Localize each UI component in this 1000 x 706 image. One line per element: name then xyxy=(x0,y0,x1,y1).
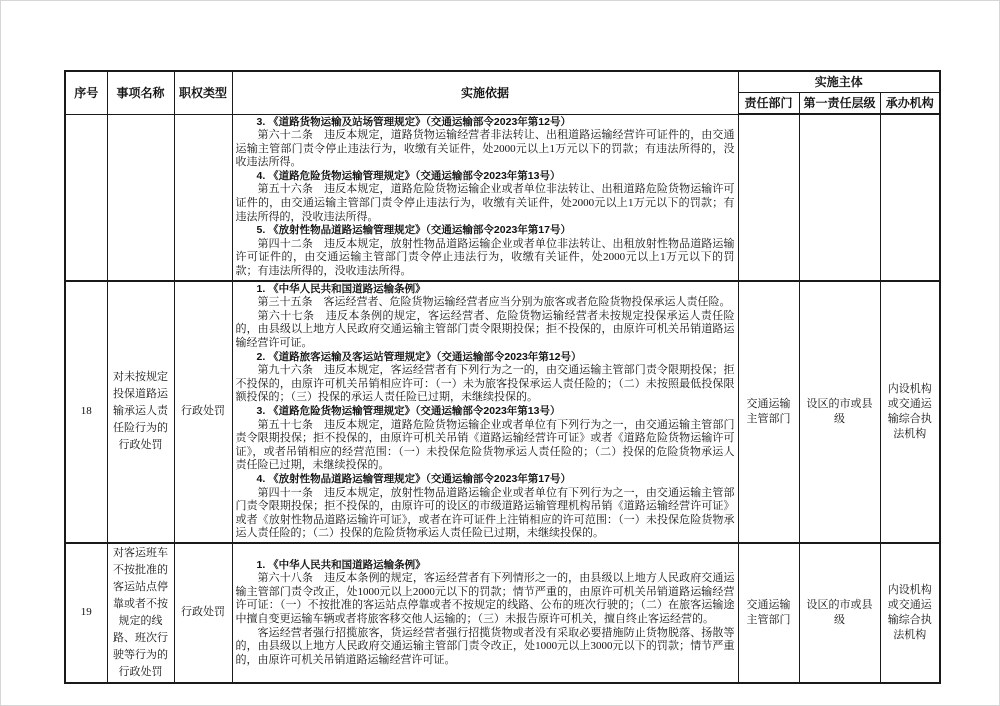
table-header xyxy=(65,71,940,114)
cell-basis xyxy=(232,114,738,281)
basis-law-title: 3. 《道路危险货物运输管理规定》（交通运输部令2023年第13号） xyxy=(256,404,561,417)
header-level: 第一责任层级 xyxy=(799,93,880,115)
basis-law-text: 第九十六条 违反本规定，客运经营者有下列行为之一的，由交通运输主管部门责令限期投保；拒不投保的，由原许可机关吊销相应许可：（一）未为旅客投保承运人责任险的；（二）未按照最低投保限额投保的；（三）投保的承运人责任险已过期，未继续投保的。 xyxy=(235,364,735,404)
header-type: 职权类型 xyxy=(174,71,232,114)
cell-item-name: 对未按规定投保道路运输承运人责任险行为的行政处罚 xyxy=(107,281,174,543)
basis-law-title: 1. 《中华人民共和国道路运输条例》 xyxy=(256,282,426,295)
cell-item-name: 对客运班车不按批准的客运站点停靠或者不按规定的线路、班次行驶等行为的行政处罚 xyxy=(107,543,174,683)
header-agency: 承办机构 xyxy=(880,93,940,115)
cell-seq xyxy=(65,114,107,281)
cell-agency: 内设机构或交通运输综合执法机构 xyxy=(880,281,940,543)
basis-law-text: 客运经营者强行招揽旅客，货运经营者强行招揽货物或者没有采取必要措施防止货物脱落、扬散等的，由县级以上地方人民政府交通运输主管部门责令改正，处1000元以上3000元以下的罚款；情节严重的，由原许可机关吊销道路运输经营许可证。 xyxy=(235,626,735,666)
cell-agency: 内设机构或交通运输综合执法机构 xyxy=(880,543,940,683)
cell-power-type: 行政处罚 xyxy=(174,543,232,683)
basis-law-text: 第六十二条 违反本规定，道路货物运输经营者非法转让、出租道路运输经营许可证件的，由交通运输主管部门责令停止违法行为，收缴有关证件，处2000元以上1万元以下的罚款；有违法所得的，没收违法所得。 xyxy=(235,129,735,169)
table-row xyxy=(65,281,940,543)
cell-agency xyxy=(880,114,940,281)
cell-level: 设区的市或县级 xyxy=(799,543,880,683)
basis-law-text: 第五十七条 违反本规定，道路危险货物运输企业或者单位有下列行为之一，由交通运输主管部门责令限期投保；拒不投保的，由原许可机关吊销《道路运输经营许可证》或者《道路危险货物运输许可证》，或者吊销相应的经营范围：（一）未投保危险货物承运人责任险的；（二）投保的危险货物承运人责任险已过期，未继续投保的。 xyxy=(235,418,735,472)
cell-basis xyxy=(232,543,738,683)
cell-level xyxy=(799,114,880,281)
basis-law-title: 1. 《中华人民共和国道路运输条例》 xyxy=(256,558,426,571)
cell-seq: 19 xyxy=(65,543,107,683)
table-body xyxy=(65,114,940,683)
cell-dept: 交通运输主管部门 xyxy=(738,281,799,543)
basis-law-text: 第六十七条 违反本条例的规定，客运经营者、危险货物运输经营者未按规定投保承运人责任险的，由县级以上地方人民政府交通运输主管部门责令限期投保；拒不投保的，由原许可机关吊销道路运输经营许可证。 xyxy=(235,309,735,349)
basis-law-text: 第六十八条 违反本条例的规定，客运经营者有下列情形之一的，由县级以上地方人民政府交通运输主管部门责令改正，处1000元以上2000元以下的罚款；情节严重的，由原许可机关吊销道路运输经营许可证：（一）不按批准的客运站点停靠或者不按规定的线路、公布的班次行驶的；（二）在旅客运输途中擅自变更运输车辆或者将旅客移交他人运输的；（三）未报告原许可机关，擅自终止客运经营的。 xyxy=(235,572,735,625)
header-seq: 序号 xyxy=(65,71,107,114)
header-basis: 实施依据 xyxy=(232,71,738,114)
cell-power-type: 行政处罚 xyxy=(174,281,232,543)
table-row xyxy=(65,114,940,281)
cell-power-type xyxy=(174,114,232,281)
basis-law-title: 5. 《放射性物品道路运输管理规定》（交通运输部令2023年第17号） xyxy=(256,224,571,237)
power-list-table xyxy=(64,70,941,684)
table-row xyxy=(65,543,940,683)
header-dept: 责任部门 xyxy=(738,93,799,115)
cell-dept: 交通运输主管部门 xyxy=(738,543,799,683)
basis-law-text: 第四十二条 违反本规定，放射性物品道路运输企业或者单位非法转让、出租放射性物品道路运输许可证件的，由交通运输主管部门责令停止违法行为，收缴有关证件，处2000元以上1万元以下的罚款；有违法所得的，没收违法所得。 xyxy=(235,237,735,278)
cell-level: 设区的市或县级 xyxy=(799,281,880,543)
basis-law-text: 第四十一条 违反本规定，放射性物品道路运输企业或者单位有下列行为之一，由交通运输主管部门责令限期投保；拒不投保的，由原许可的设区的市级道路运输管理机构吊销《道路运输经营许可证》或者《放射性物品道路运输许可证》，或者在许可证件上注销相应的许可范围：（一）未投保危险货物承运人责任险的；（二）投保的危险货物承运人责任险已过期，未继续投保的。 xyxy=(235,486,735,540)
basis-law-text: 第三十五条 客运经营者、危险货物运输经营者应当分别为旅客或者危险货物投保承运人责任险。 xyxy=(257,296,731,309)
basis-law-title: 4. 《道路危险货物运输管理规定》（交通运输部令2023年第13号） xyxy=(256,169,561,182)
cell-basis xyxy=(232,281,738,543)
header-subject: 实施主体 xyxy=(738,71,940,93)
cell-item-name xyxy=(107,114,174,281)
basis-law-title: 4. 《放射性物品道路运输管理规定》（交通运输部令2023年第17号） xyxy=(256,472,571,485)
header-name: 事项名称 xyxy=(107,71,174,114)
basis-law-text: 第五十六条 违反本规定，道路危险货物运输企业或者单位非法转让、出租道路危险货物运输许可证件的，由交通运输主管部门责令停止违法行为，收缴有关证件，处2000元以上1万元以下的罚款；有违法所得的，没收违法所得。 xyxy=(235,183,735,223)
basis-law-title: 3. 《道路货物运输及站场管理规定》（交通运输部令2023年第12号） xyxy=(256,115,571,128)
basis-law-title: 2. 《道路旅客运输及客运站管理规定》（交通运输部令2023年第12号） xyxy=(256,350,582,363)
cell-seq: 18 xyxy=(65,281,107,543)
cell-dept xyxy=(738,114,799,281)
